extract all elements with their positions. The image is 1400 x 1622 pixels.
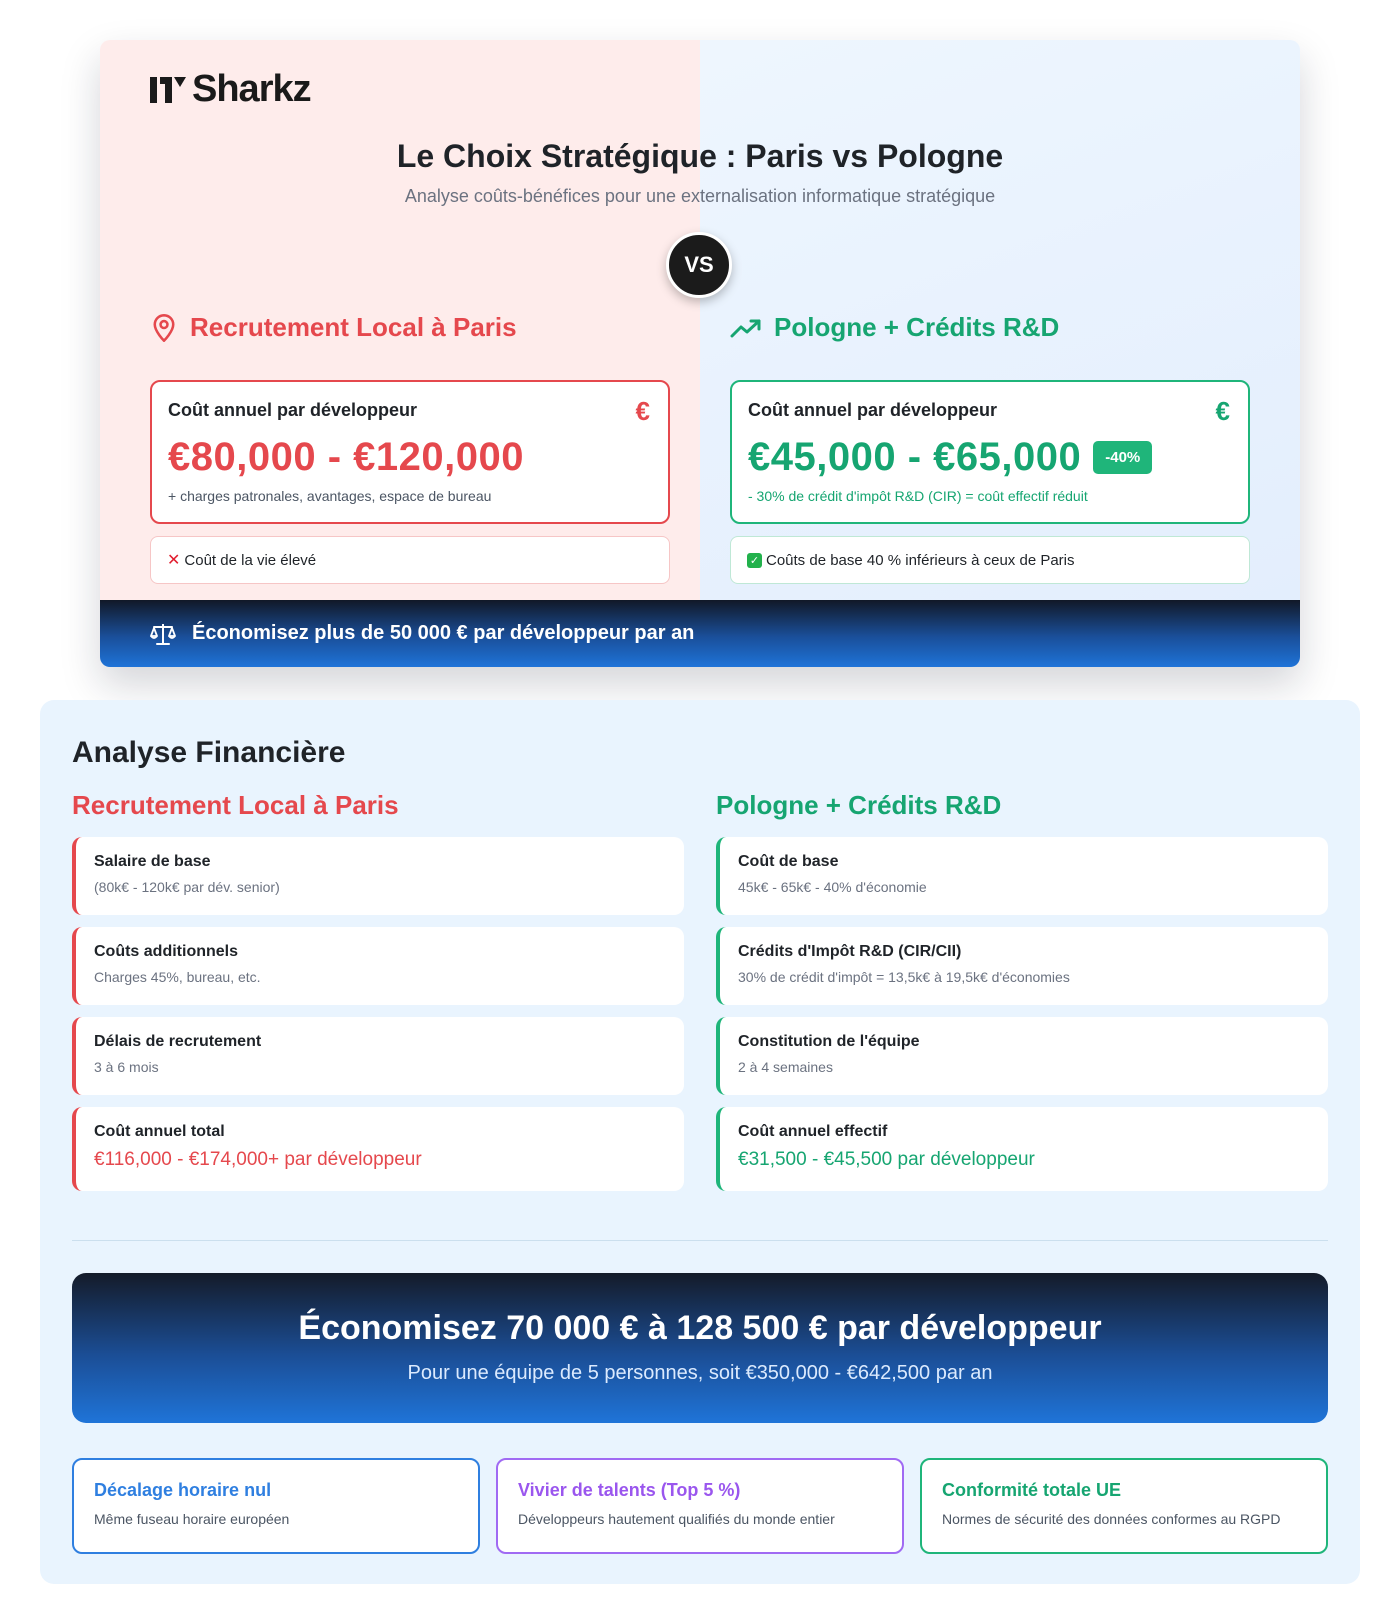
financial-item-team-building <box>716 1017 1328 1095</box>
poland-cost-label: Coût annuel par développeur <box>748 400 998 420</box>
euro-icon: € <box>635 396 650 426</box>
feature-title: Vivier de talents (Top 5 %) <box>518 1480 741 1500</box>
financial-item-tax-credits <box>716 927 1328 1005</box>
financial-item-detail: (80k€ - 120k€ par dév. senior) <box>94 879 280 895</box>
discount-badge: -40% <box>1093 441 1152 474</box>
poland-point-text: Coûts de base 40 % inférieurs à ceux de Paris <box>766 551 1075 569</box>
poland-heading-label: Pologne + Crédits R&D <box>774 312 1060 342</box>
paris-cost-label: Coût annuel par développeur <box>168 400 418 420</box>
financial-item-label: Coût de base <box>738 853 839 870</box>
savings-banner <box>100 600 1300 667</box>
poland-cost-value-row <box>748 435 1232 480</box>
financial-poland-heading: Pologne + Crédits R&D <box>716 790 1002 820</box>
x-mark-icon: ✕ <box>167 552 181 569</box>
map-pin-icon <box>150 313 178 343</box>
financial-item-label: Coût annuel effectif <box>738 1123 888 1140</box>
feature-card-talent <box>496 1458 904 1554</box>
financial-item-label: Délais de recrutement <box>94 1033 262 1050</box>
vs-badge: VS <box>666 232 732 298</box>
trending-up-icon <box>730 316 762 340</box>
financial-item-detail: 3 à 6 mois <box>94 1059 159 1075</box>
scale-balance-icon <box>150 622 176 646</box>
financial-item-label: Coûts additionnels <box>94 943 238 960</box>
check-mark-icon: ✓ <box>747 553 762 568</box>
paris-cost-card <box>150 380 670 524</box>
financial-paris-heading: Recrutement Local à Paris <box>72 790 399 820</box>
financial-item-additional-costs <box>72 927 684 1005</box>
paris-heading <box>150 312 517 343</box>
brand-logo[interactable] <box>150 68 311 111</box>
paris-cost-note: + charges patronales, avantages, espace de bureau <box>168 488 492 504</box>
financial-item-detail: 45k€ - 65k€ - 40% d'économie <box>738 879 927 895</box>
big-savings-title: Économisez 70 000 € à 128 500 € par développeur <box>298 1309 1102 1347</box>
financial-analysis-section <box>40 700 1360 1584</box>
sharkz-logo-icon <box>150 73 190 107</box>
financial-item-total: €116,000 - €174,000+ par développeur <box>94 1149 422 1170</box>
feature-description: Développeurs hautement qualifiés du monde entier <box>518 1511 835 1527</box>
financial-item-label: Salaire de base <box>94 853 211 870</box>
section-divider <box>72 1240 1328 1241</box>
paris-cost-value-row <box>168 435 652 480</box>
euro-icon: € <box>1215 396 1230 426</box>
page-subtitle: Analyse coûts-bénéfices pour une externalisation informatique stratégique <box>404 186 996 206</box>
big-savings-subtitle: Pour une équipe de 5 personnes, soit €350,000 - €642,500 par an <box>407 1362 993 1384</box>
poland-cost-card <box>730 380 1250 524</box>
financial-item-effective-cost <box>716 1107 1328 1191</box>
feature-description: Même fuseau horaire européen <box>94 1511 290 1527</box>
financial-item-label: Constitution de l'équipe <box>738 1033 920 1050</box>
paris-point <box>150 536 670 584</box>
big-savings-banner <box>72 1273 1328 1423</box>
financial-item-total-cost <box>72 1107 684 1191</box>
feature-description: Normes de sécurité des données conformes au RGPD <box>942 1511 1281 1527</box>
feature-card-timezone <box>72 1458 480 1554</box>
paris-point-text: Coût de la vie élevé <box>184 551 317 569</box>
savings-banner-text: Économisez plus de 50 000 € par développeur par an <box>192 622 695 644</box>
financial-analysis-title: Analyse Financière <box>72 736 346 769</box>
financial-item-detail: 2 à 4 semaines <box>738 1059 833 1075</box>
page-title: Le Choix Stratégique : Paris vs Pologne <box>396 138 1004 174</box>
brand-name: Sharkz <box>192 68 311 110</box>
feature-title: Conformité totale UE <box>942 1480 1122 1500</box>
financial-item-base-salary <box>72 837 684 915</box>
poland-heading <box>730 312 1059 343</box>
feature-card-compliance <box>920 1458 1328 1554</box>
comparison-card <box>100 40 1300 667</box>
paris-heading-label: Recrutement Local à Paris <box>190 312 517 342</box>
feature-title: Décalage horaire nul <box>94 1480 272 1500</box>
financial-item-detail: Charges 45%, bureau, etc. <box>94 969 261 985</box>
poland-cost-range: €45,000 - €65,000 <box>748 435 1082 479</box>
financial-item-recruitment-delay <box>72 1017 684 1095</box>
financial-item-label: Crédits d'Impôt R&D (CIR/CII) <box>738 943 962 960</box>
poland-point <box>730 536 1250 584</box>
poland-cost-note: - 30% de crédit d'impôt R&D (CIR) = coût effectif réduit <box>748 488 1088 504</box>
financial-item-detail: 30% de crédit d'impôt = 13,5k€ à 19,5k€ d'économies <box>738 969 1070 985</box>
financial-item-base-cost <box>716 837 1328 915</box>
paris-cost-range: €80,000 - €120,000 <box>168 435 524 479</box>
financial-item-label: Coût annuel total <box>94 1123 225 1140</box>
financial-item-total: €31,500 - €45,500 par développeur <box>738 1149 1035 1170</box>
